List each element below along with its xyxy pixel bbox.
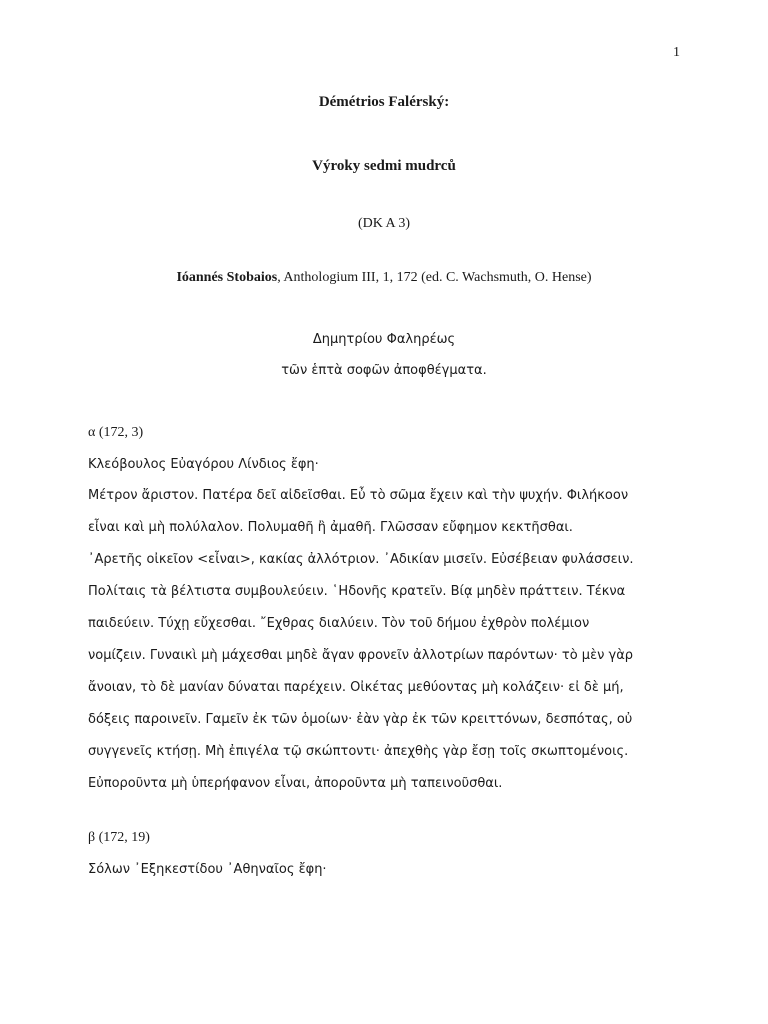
greek-title-line-1: Δημητρίου Φαληρέως (312, 332, 456, 347)
section-a-speaker: Κλεόβουλος Εὐαγόρου Λίνδιος ἔφη· (88, 457, 319, 472)
text-line: ἄνοιαν, τὸ δὲ μανίαν δύναται παρέχειν. Οἰκέτας μεθύοντας μὴ κολάζειν· εἰ δὲ μή, (88, 680, 624, 695)
text-line: Εὐποροῦντα μὴ ὑπερήφανον εἶναι, ἀποροῦντα μὴ ταπεινοῦσθαι. (88, 776, 503, 791)
section-a-reference: α (172, 3) (88, 425, 144, 440)
dk-reference: (DK A 3) (357, 216, 411, 231)
document-title: Výroky sedmi mudrců (312, 158, 456, 174)
text-line: ᾿Αρετῆς οἰκεῖον <εἶναι>, κακίας ἀλλότριον. ᾿Αδικίαν μισεῖν. Εὐσέβειαν φυλάσσειν. (88, 552, 634, 567)
text-line: Πολίταις τὰ βέλτιστα συμβουλεύειν. ῾Ηδονῆς κρατεῖν. Βίᾳ μηδὲν πράττειν. Τέκνα (88, 584, 626, 599)
text-line: παιδεύειν. Τύχῃ εὔχεσθαι. ῎Εχθρας διαλύειν. Τὸν τοῦ δήμου ἐχθρὸν πολέμιον (88, 616, 590, 631)
text-line: εἶναι καὶ μὴ πολύλαλον. Πολυμαθῆ ἢ ἀμαθῆ. Γλῶσσαν εὔφημον κεκτῆσθαι. (88, 520, 573, 535)
source-details: , Anthologium III, 1, 172 (ed. C. Wachsmuth, O. Hense) (277, 270, 592, 285)
text-line: Μέτρον ἄριστον. Πατέρα δεῖ αἰδεῖσθαι. Εὖ τὸ σῶμα ἔχειν καὶ τὴν ψυχήν. Φιλήκοον (88, 488, 629, 503)
page-number: 1 (673, 45, 680, 60)
author-heading: Démétrios Falérský: (318, 94, 450, 110)
section-b-speaker: Σόλων ᾿Εξηκεστίδου ᾿Αθηναῖος ἔφη· (88, 862, 327, 877)
source-author: Ióannés Stobaios (176, 270, 278, 285)
greek-title-line-2: τῶν ἑπτὰ σοφῶν ἀποφθέγματα. (281, 363, 487, 378)
text-line: δόξεις παροινεῖν. Γαμεῖν ἐκ τῶν ὁμοίων· ἐὰν γὰρ ἐκ τῶν κρειττόνων, δεσπότας, οὐ (88, 712, 633, 727)
section-a-text (88, 486, 688, 806)
text-line: συγγενεῖς κτήσῃ. Μὴ ἐπιγέλα τῷ σκώπτοντι· ἀπεχθὴς γὰρ ἔσῃ τοῖς σκωπτομένοις. (88, 744, 629, 759)
source-citation (0, 270, 768, 286)
text-line: νομίζειν. Γυναικὶ μὴ μάχεσθαι μηδὲ ἄγαν φρονεῖν ἀλλοτρίων παρόντων· τὸ μὲν γὰρ (88, 648, 634, 663)
section-b-reference: β (172, 19) (88, 830, 150, 845)
